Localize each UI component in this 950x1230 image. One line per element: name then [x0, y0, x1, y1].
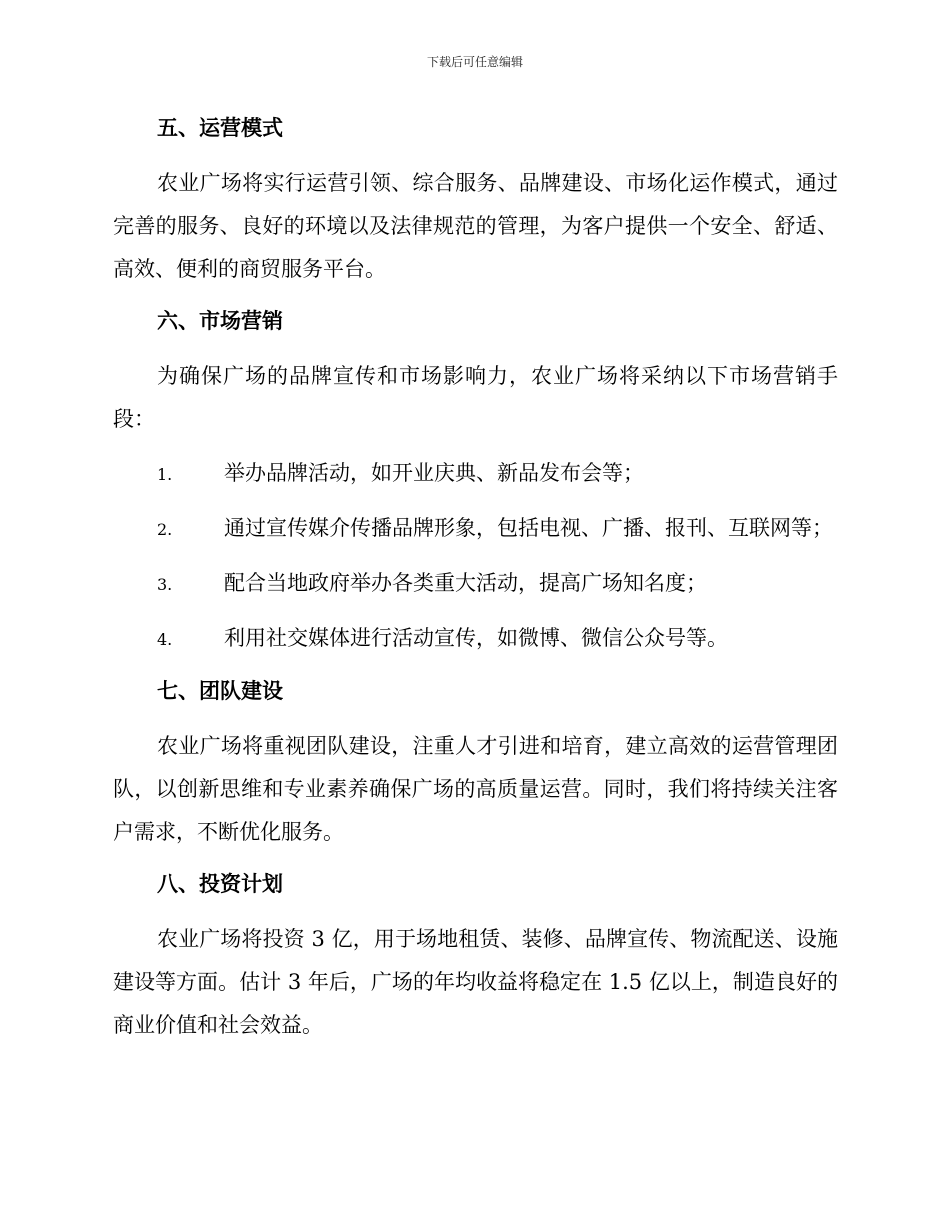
list-item — [113, 617, 838, 661]
list-item-number: 4. — [157, 630, 173, 649]
list-item-number: 2. — [157, 520, 173, 539]
list-item-text: 利用社交媒体进行活动宣传，如微博、微信公众号等。 — [224, 626, 728, 650]
list-item-text: 通过宣传媒介传播品牌形象，包括电视、广播、报刊、互联网等； — [224, 516, 833, 540]
list-item-text: 举办品牌活动，如开业庆典、新品发布会等； — [224, 461, 644, 485]
page-header-note: 下载后可任意编辑 — [426, 55, 523, 69]
list-item — [113, 507, 838, 551]
list-item-text: 配合当地政府举办各类重大活动，提高广场知名度； — [224, 571, 707, 595]
section-heading-investment-plan: 八、投资计划 — [157, 871, 283, 896]
section-heading-operation-model: 五、运营模式 — [157, 115, 283, 140]
paragraph-operation-model: 农业广场将实行运营引领、综合服务、品牌建设、市场化运作模式，通过完善的服务、良好的环境以及法律规范的管理，为客户提供一个安全、舒适、高效、便利的商贸服务平台。 — [113, 171, 838, 281]
paragraph-team-building: 农业广场将重视团队建设，注重人才引进和培育，建立高效的运营管理团队，以创新思维和专业素养确保广场的高质量运营。同时，我们将持续关注客户需求，不断优化服务。 — [113, 734, 838, 844]
marketing-list — [113, 452, 838, 661]
paragraph-investment-plan: 农业广场将投资 3 亿，用于场地租赁、装修、品牌宣传、物流配送、设施建设等方面。估计 3 年后，广场的年均收益将稳定在 1.5 亿以上，制造良好的商业价值和社会效益。 — [113, 927, 838, 1037]
list-item — [113, 452, 838, 496]
list-item-number: 3. — [157, 575, 173, 594]
paragraph-marketing-intro: 为确保广场的品牌宣传和市场影响力，农业广场将采纳以下市场营销手段： — [113, 364, 838, 431]
document-body — [113, 108, 838, 1047]
section-heading-marketing: 六、市场营销 — [157, 308, 283, 333]
list-item — [113, 562, 838, 606]
list-item-number: 1. — [157, 465, 173, 484]
section-heading-team-building: 七、团队建设 — [157, 678, 283, 703]
